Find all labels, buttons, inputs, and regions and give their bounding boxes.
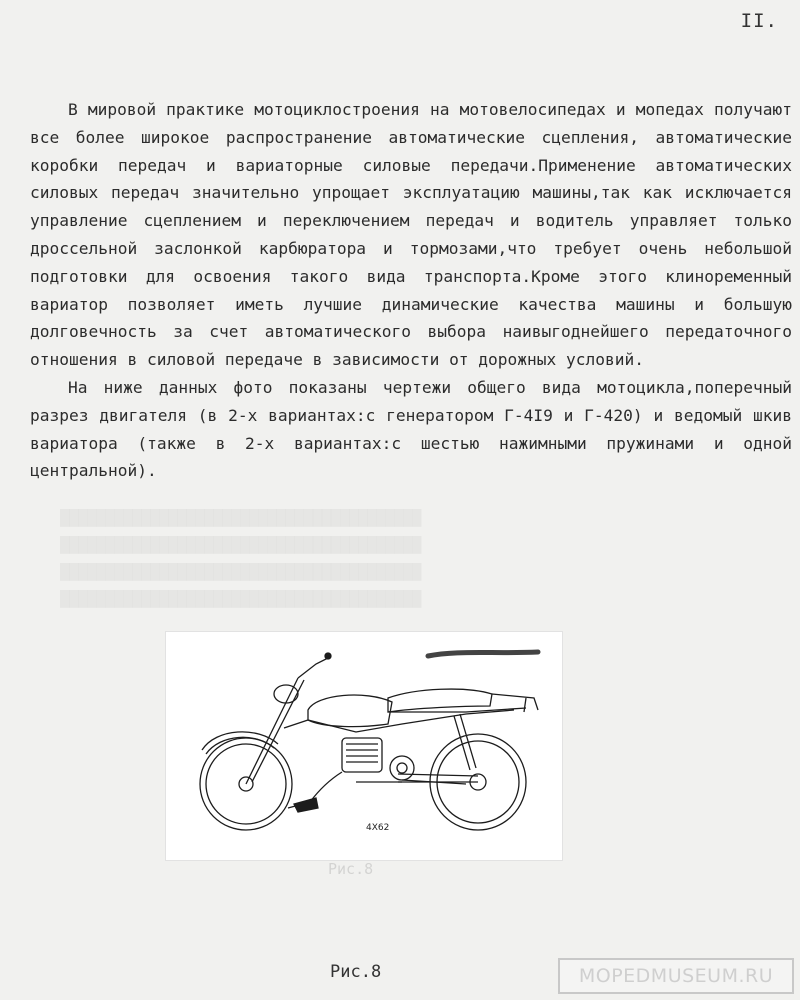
bleed-through-text — [60, 505, 780, 613]
body-text — [30, 96, 792, 485]
paragraph: В мировой практике мотоциклостроения на мотовелосипедах и мопедах получают все более широкое распространение автоматические сцепления, автоматические коробки передач и вариаторные силовые передачи.Применение автоматических силовых передач значительно упрощает эксплуатацию машины,так как исключается управление сцеплением и переключением передач и водитель управляет только дроссельной заслонкой карбюратора и тормозами,что требует очень небольшой подготовки для освоения такого вида транспорта.Кроме этого клиноременный вариатор позволяет иметь лучшие динамические качества машины и большую долговечность за счет автоматического выбора наивыгоднейшего передаточного отношения в силовой передаче в зависимости от дорожных условий. — [30, 100, 792, 370]
paragraph: На ниже данных фото показаны чертежи общего вида мотоцикла,поперечный разрез двигателя (в 2-х вариантах:с генератором Г-4I9 и Г-420) и ведомый шкив вариатора (также в 2-х вариантах:с шестью нажимными пружинами и одной центральной). — [30, 377, 792, 481]
watermark: MOPEDMUSEUM.RU — [558, 958, 794, 994]
page-number: II. — [740, 10, 778, 32]
ghost-caption: Рис.8 — [328, 860, 374, 878]
figure-caption: Рис.8 — [330, 962, 382, 982]
drawing-number: 4Х62 — [366, 823, 390, 833]
photo — [166, 632, 562, 860]
motorcycle-drawing-icon — [166, 632, 562, 860]
